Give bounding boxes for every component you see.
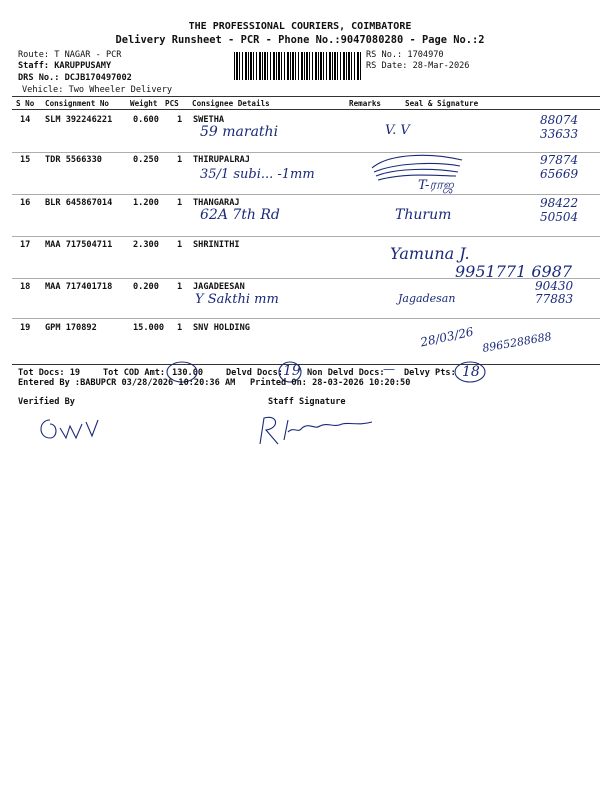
hw-phone: 88074 33633 [540,113,579,141]
row-weight: 0.250 [133,155,159,165]
runsheet-title: Delivery Runsheet - PCR - Phone No.:9047080280 - Page No.:2 [115,34,485,46]
hw-address: Y Sakthi mm [195,292,279,307]
delvy-pts-handwritten: 18 [462,364,480,380]
row-sno: 15 [20,155,31,165]
delvd-docs-label: Delvd Docs: [226,368,283,378]
printed-on: Printed On: 28-03-2026 10:20:50 [250,378,411,388]
col-pcs: PCS [165,99,179,108]
route-label: Route: T NAGAR - PCR [18,50,122,60]
col-weight: Weight [130,99,158,108]
rs-date: RS Date: 28-Mar-2026 [366,61,470,71]
col-sno: S No [16,99,35,108]
col-consignment: Consignment No [45,99,110,108]
row-weight: 2.300 [133,240,159,250]
row-consignee: THIRUPALRAJ [193,155,250,165]
row-divider [12,152,600,153]
hw-signature: V. V [385,123,410,138]
delvd-docs-handwritten: 19 [283,363,301,379]
row-sno: 17 [20,240,31,250]
row-pcs: 1 [177,198,183,208]
verified-by-signature [36,414,106,444]
row-consignment: BLR 645867014 [45,198,113,208]
row-pcs: 1 [177,282,183,292]
col-seal-signature: Seal & Signature [405,99,479,108]
row-pcs: 1 [177,323,183,333]
tot-cod-value: 130.00 [172,368,204,378]
staff-signature-label: Staff Signature [268,397,346,407]
row-consignee: JAGADEESAN [193,282,245,292]
non-delvd-label: Non Delvd Docs: [307,368,385,378]
hw-phone: 98422 50504 [540,196,579,224]
header-rule-bottom [12,109,600,110]
row-divider [12,194,600,195]
row-consignment: TDR 5566330 [45,155,102,165]
row-sno: 14 [20,115,31,125]
row-consignee: SHRINITHI [193,240,240,250]
delvy-pts-label: Delvy Pts: [404,368,456,378]
verified-by-label: Verified By [18,397,75,407]
tot-cod-label: Tot COD Amt: [103,368,166,378]
drs-label: DRS No.: DCJB170497002 [18,73,132,83]
row-weight: 1.200 [133,198,159,208]
row-consignment: MAA 717504711 [45,240,113,250]
row-pcs: 1 [177,240,183,250]
staff-signature [254,410,384,450]
hw-signature: Thurum [395,207,452,223]
hw-signature: T-ராஜ [418,178,454,193]
header-rule-top [12,96,600,97]
row-consignee: SWETHA [193,115,225,125]
row-pcs: 1 [177,115,183,125]
tot-docs: Tot Docs: 19 [18,368,81,378]
non-delvd-dash: — [383,362,395,376]
row-consignment: MAA 717401718 [45,282,113,292]
row-consignee: THANGARAJ [193,198,240,208]
rs-number: RS No.: 1704970 [366,50,444,60]
col-remarks: Remarks [349,99,382,108]
delvy-pts-circle [454,360,488,384]
row-pcs: 1 [177,155,183,165]
row-consignment: SLM 392246221 [45,115,113,125]
hw-signature: Yamuna J. [390,244,470,263]
company-name: THE PROFESSIONAL COURIERS, COIMBATORE [188,21,412,32]
hw-signature: Jagadesan [398,292,456,305]
row-weight: 0.200 [133,282,159,292]
col-consignee: Consignee Details [192,99,270,108]
hw-address: 59 marathi [200,124,279,140]
hw-phone: 8965288688 [481,330,553,355]
row-weight: 15.000 [133,323,165,333]
row-consignment: GPM 170892 [45,323,97,333]
hw-signature: 28/03/26 [419,324,475,350]
hw-address: 62A 7th Rd [200,207,280,223]
hw-address: 35/1 subi... -1mm [200,167,315,182]
entered-by: Entered By :BABUPCR 03/28/2026 10:20:36 AM [18,378,236,388]
row-divider [12,318,600,319]
hw-phone: 97874 65669 [540,153,579,181]
hw-phone: 90430 77883 [535,279,574,306]
row-sno: 18 [20,282,31,292]
row-divider [12,278,600,279]
staff-label: Staff: KARUPPUSAMY [18,61,112,71]
hw-phone: 9951771 6987 [455,262,573,281]
barcode [234,52,362,80]
vehicle-label: Vehicle: Two Wheeler Delivery [22,85,173,95]
row-divider [12,236,600,237]
row-consignee: SNV HOLDING [193,323,250,333]
row-weight: 0.600 [133,115,159,125]
row-sno: 19 [20,323,31,333]
totals-rule [12,364,600,365]
row-sno: 16 [20,198,31,208]
